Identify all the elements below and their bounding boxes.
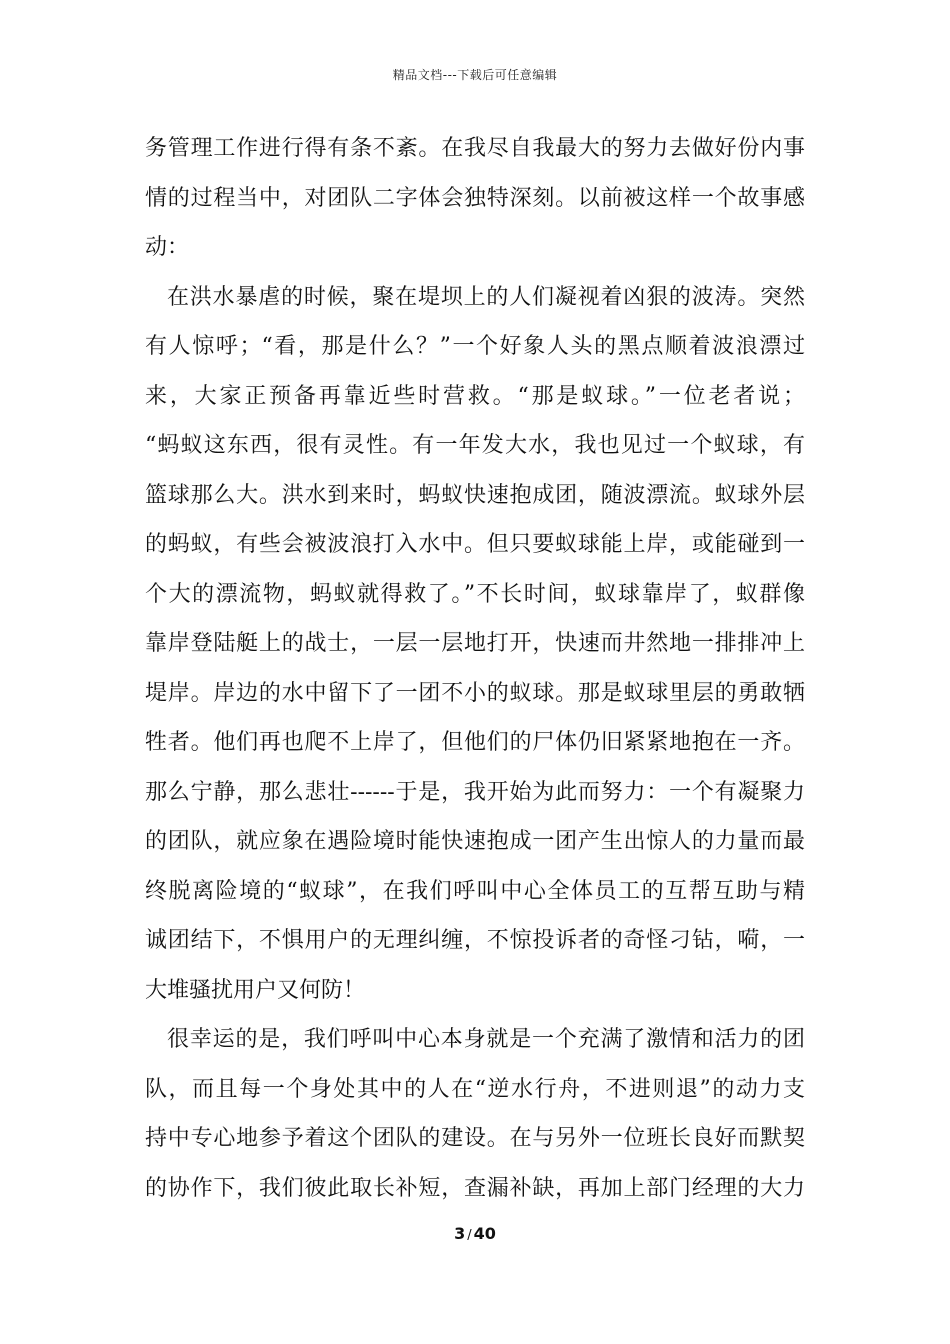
- text-line: 的蚂蚁，有些会被波浪打入水中。但只要蚁球能上岸，或能碰到一: [145, 532, 805, 557]
- document-body: [145, 124, 805, 1213]
- text-line: 持中专心地参予着这个团队的建设。在与另外一位班长良好而默契: [145, 1126, 805, 1151]
- text-line: 动：: [145, 235, 190, 260]
- text-line: 的协作下，我们彼此取长补短，查漏补缺，再加上部门经理的大力: [145, 1175, 805, 1201]
- text-line: 靠岸登陆艇上的战士，一层一层地打开，快速而井然地一排排冲上: [145, 631, 805, 656]
- text-line: 终脱离险境的“蚁球”，在我们呼叫中心全体员工的互帮互助与精: [145, 878, 805, 904]
- text-line: 的团队，就应象在遇险境时能快速抱成一团产生出惊人的力量而最: [145, 829, 805, 854]
- text-line: 篮球那么大。洪水到来时，蚂蚁快速抱成团，随波漂流。蚁球外层: [145, 482, 805, 508]
- text-line: 诚团结下，不惧用户的无理纠缠，不惊投诉者的奇怪刁钻，嗬，一: [145, 928, 805, 953]
- page-number: [0, 1224, 950, 1243]
- text-line: 牲者。他们再也爬不上岸了，但他们的尸体仍旧紧紧地抱在一齐。: [145, 730, 805, 755]
- total-pages: 40: [473, 1224, 496, 1243]
- text-line: 来，大家正预备再靠近些时营救。“那是蚁球。”一位老者说；: [145, 383, 805, 409]
- text-line: 大堆骚扰用户又何防！: [145, 977, 366, 1003]
- text-line: 在洪水暴虐的时候，聚在堤坝上的人们凝视着凶狠的波涛。突然: [167, 284, 805, 310]
- text-line: 队，而且每一个身处其中的人在“逆水行舟，不进则退”的动力支: [145, 1076, 805, 1102]
- page-separator: /: [467, 1228, 472, 1243]
- text-line: 很幸运的是，我们呼叫中心本身就是一个充满了激情和活力的团: [167, 1027, 805, 1052]
- text-line: 堤岸。岸边的水中留下了一团不小的蚁球。那是蚁球里层的勇敢牺: [145, 680, 805, 706]
- text-line: 务管理工作进行得有条不紊。在我尽自我最大的努力去做好份内事: [145, 136, 805, 161]
- text-line: “蚂蚁这东西，很有灵性。有一年发大水，我也见过一个蚁球，有: [145, 433, 805, 458]
- current-page: 3: [454, 1224, 466, 1243]
- text-line: 有人惊呼；“看，那是什么？”一个好象人头的黑点顺着波浪漂过: [145, 334, 805, 359]
- text-line: 情的过程当中，对团队二字体会独特深刻。以前被这样一个故事感: [145, 185, 805, 211]
- text-line: 那么宁静，那么悲壮------于是，我开始为此而努力：一个有凝聚力: [145, 779, 805, 805]
- text-line: 个大的漂流物，蚂蚁就得救了。”不长时间，蚁球靠岸了，蚁群像: [145, 581, 805, 607]
- page-header: 精品文档---下载后可任意编辑: [392, 68, 558, 82]
